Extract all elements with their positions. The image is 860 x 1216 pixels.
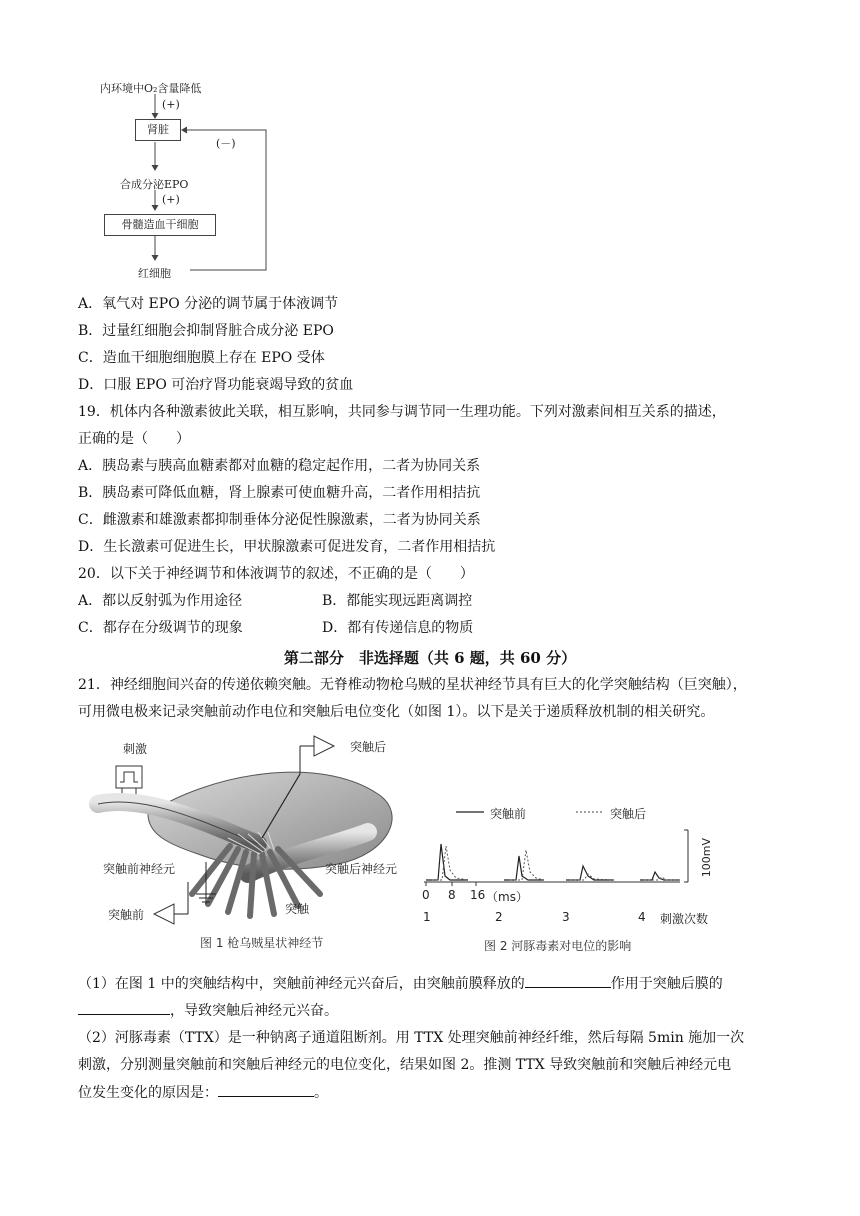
q20-option-b: B．都能实现远距离调控 [322, 593, 473, 609]
fig2-stim-2: 2 [495, 910, 503, 924]
q20-option-d: D．都有传递信息的物质 [322, 620, 474, 636]
q20-stem: 20．以下关于神经调节和体液调节的叙述，不正确的是（ ） [78, 566, 474, 582]
q21-part1-text-a: （1）在图 1 中的突触结构中，突触前神经元兴奋后，由突触前膜释放的 [78, 976, 525, 992]
fig1-label-post-neuron: 突触后神经元 [325, 862, 398, 876]
flow-mid-label: 合成分泌EPO [120, 178, 189, 191]
fig2-scale-label: 100mV [700, 838, 713, 878]
flow-minus: (－) [216, 137, 236, 150]
q21-part2-text-b: 。 [314, 1085, 328, 1101]
fig1-label-pre-neuron: 突触前神经元 [103, 862, 176, 876]
fig2-count-label: 刺激次数 [660, 912, 709, 926]
flow-bottom-label: 红细胞 [138, 267, 171, 280]
q21-part1-line1 [78, 973, 723, 994]
section-title: 第二部分 非选择题（共 6 题，共 60 分） [283, 649, 577, 667]
fig2-stim-4: 4 [638, 910, 646, 924]
q21-part1-blank-2[interactable] [78, 1000, 170, 1015]
q21-part2-line3 [78, 1082, 328, 1103]
q21-part2-line2: 刺激，分别测量突触前和突触后神经元的电位变化，结果如图 2。推测 TTX 导致突触前和突触后神经元电 [78, 1057, 732, 1073]
q18-option-d: D．口服 EPO 可治疗肾功能衰竭导致的贫血 [78, 377, 354, 393]
q21-part2-text-a: 位发生变化的原因是： [78, 1085, 218, 1101]
fig2-tick-8: 8 [448, 888, 456, 902]
q20-option-a: A．都以反射弧为作用途径 [78, 593, 243, 609]
q18-option-b: B．过量红细胞会抑制肾脏合成分泌 EPO [78, 323, 334, 339]
fig2-time-unit: （ms） [486, 890, 528, 904]
flow-box-kidney: 肾脏 [135, 119, 181, 141]
fig2-legend-pre: 突触前 [490, 807, 527, 821]
fig1-label-pre: 突触前 [108, 908, 145, 922]
q19-stem-1: 19．机体内各种激素彼此关联，相互影响，共同参与调节同一生理功能。下列对激素间相互关系的描述， [78, 404, 726, 420]
fig2-stim-1: 1 [423, 910, 431, 924]
q19-option-b: B．胰岛素可降低血糖，肾上腺素可使血糖升高，二者作用相拮抗 [78, 485, 481, 501]
fig1-label-stimulus: 刺激 [123, 742, 148, 756]
q21-part1-line2 [78, 1000, 338, 1021]
q21-part2-blank[interactable] [218, 1082, 314, 1097]
q21-line-2: 可用微电极来记录突触前动作电位和突触后电位变化（如图 1）。以下是关于递质释放机制的相关研究。 [78, 704, 715, 720]
flow-plus-1: (+) [162, 98, 180, 111]
q19-stem-2: 正确的是（ ） [78, 431, 190, 447]
fig2-stim-3: 3 [562, 910, 570, 924]
flow-top-label: 内环境中O₂含量降低 [100, 82, 202, 95]
fig1-label-post: 突触后 [350, 740, 387, 754]
q21-part1-text-b: 作用于突触后膜的 [610, 976, 723, 992]
q21-part1-blank-1[interactable] [525, 973, 611, 988]
q19-option-d: D．生长激素可促进生长，甲状腺激素可促进发育，二者作用相拮抗 [78, 539, 496, 555]
q20-option-c: C．都存在分级调节的现象 [78, 620, 243, 636]
q19-option-a: A．胰岛素与胰高血糖素都对血糖的稳定起作用，二者为协同关系 [78, 458, 481, 474]
fig2-tick-0: 0 [422, 888, 430, 902]
flow-plus-2: (+) [162, 193, 180, 206]
q21-part1-text-c: ，导致突触后神经元兴奋。 [170, 1003, 338, 1019]
fig2-tick-16: 16 [470, 888, 486, 902]
q19-option-c: C．雌激素和雄激素都抑制垂体分泌促性腺激素，二者为协同关系 [78, 512, 481, 528]
q21-line-1: 21．神经细胞间兴奋的传递依赖突触。无脊椎动物枪乌贼的星状神经节具有巨大的化学突触结构（巨突触）， [78, 677, 747, 693]
q18-option-c: C．造血干细胞细胞膜上存在 EPO 受体 [78, 350, 325, 366]
q18-option-a: A．氧气对 EPO 分泌的调节属于体液调节 [78, 296, 339, 312]
figure-2-traces [418, 800, 718, 900]
fig1-caption: 图 1 枪乌贼星状神经节 [200, 936, 324, 950]
fig2-legend-post: 突触后 [610, 807, 647, 821]
fig2-caption: 图 2 河豚毒素对电位的影响 [484, 939, 632, 953]
fig1-label-synapse: 突触 [285, 902, 310, 916]
q21-part2-line1: （2）河豚毒素（TTX）是一种钠离子通道阻断剂。用 TTX 处理突触前神经纤维，然后每隔 5min 施加一次 [78, 1030, 745, 1046]
flow-box-stem-cell: 骨髓造血干细胞 [104, 214, 216, 236]
